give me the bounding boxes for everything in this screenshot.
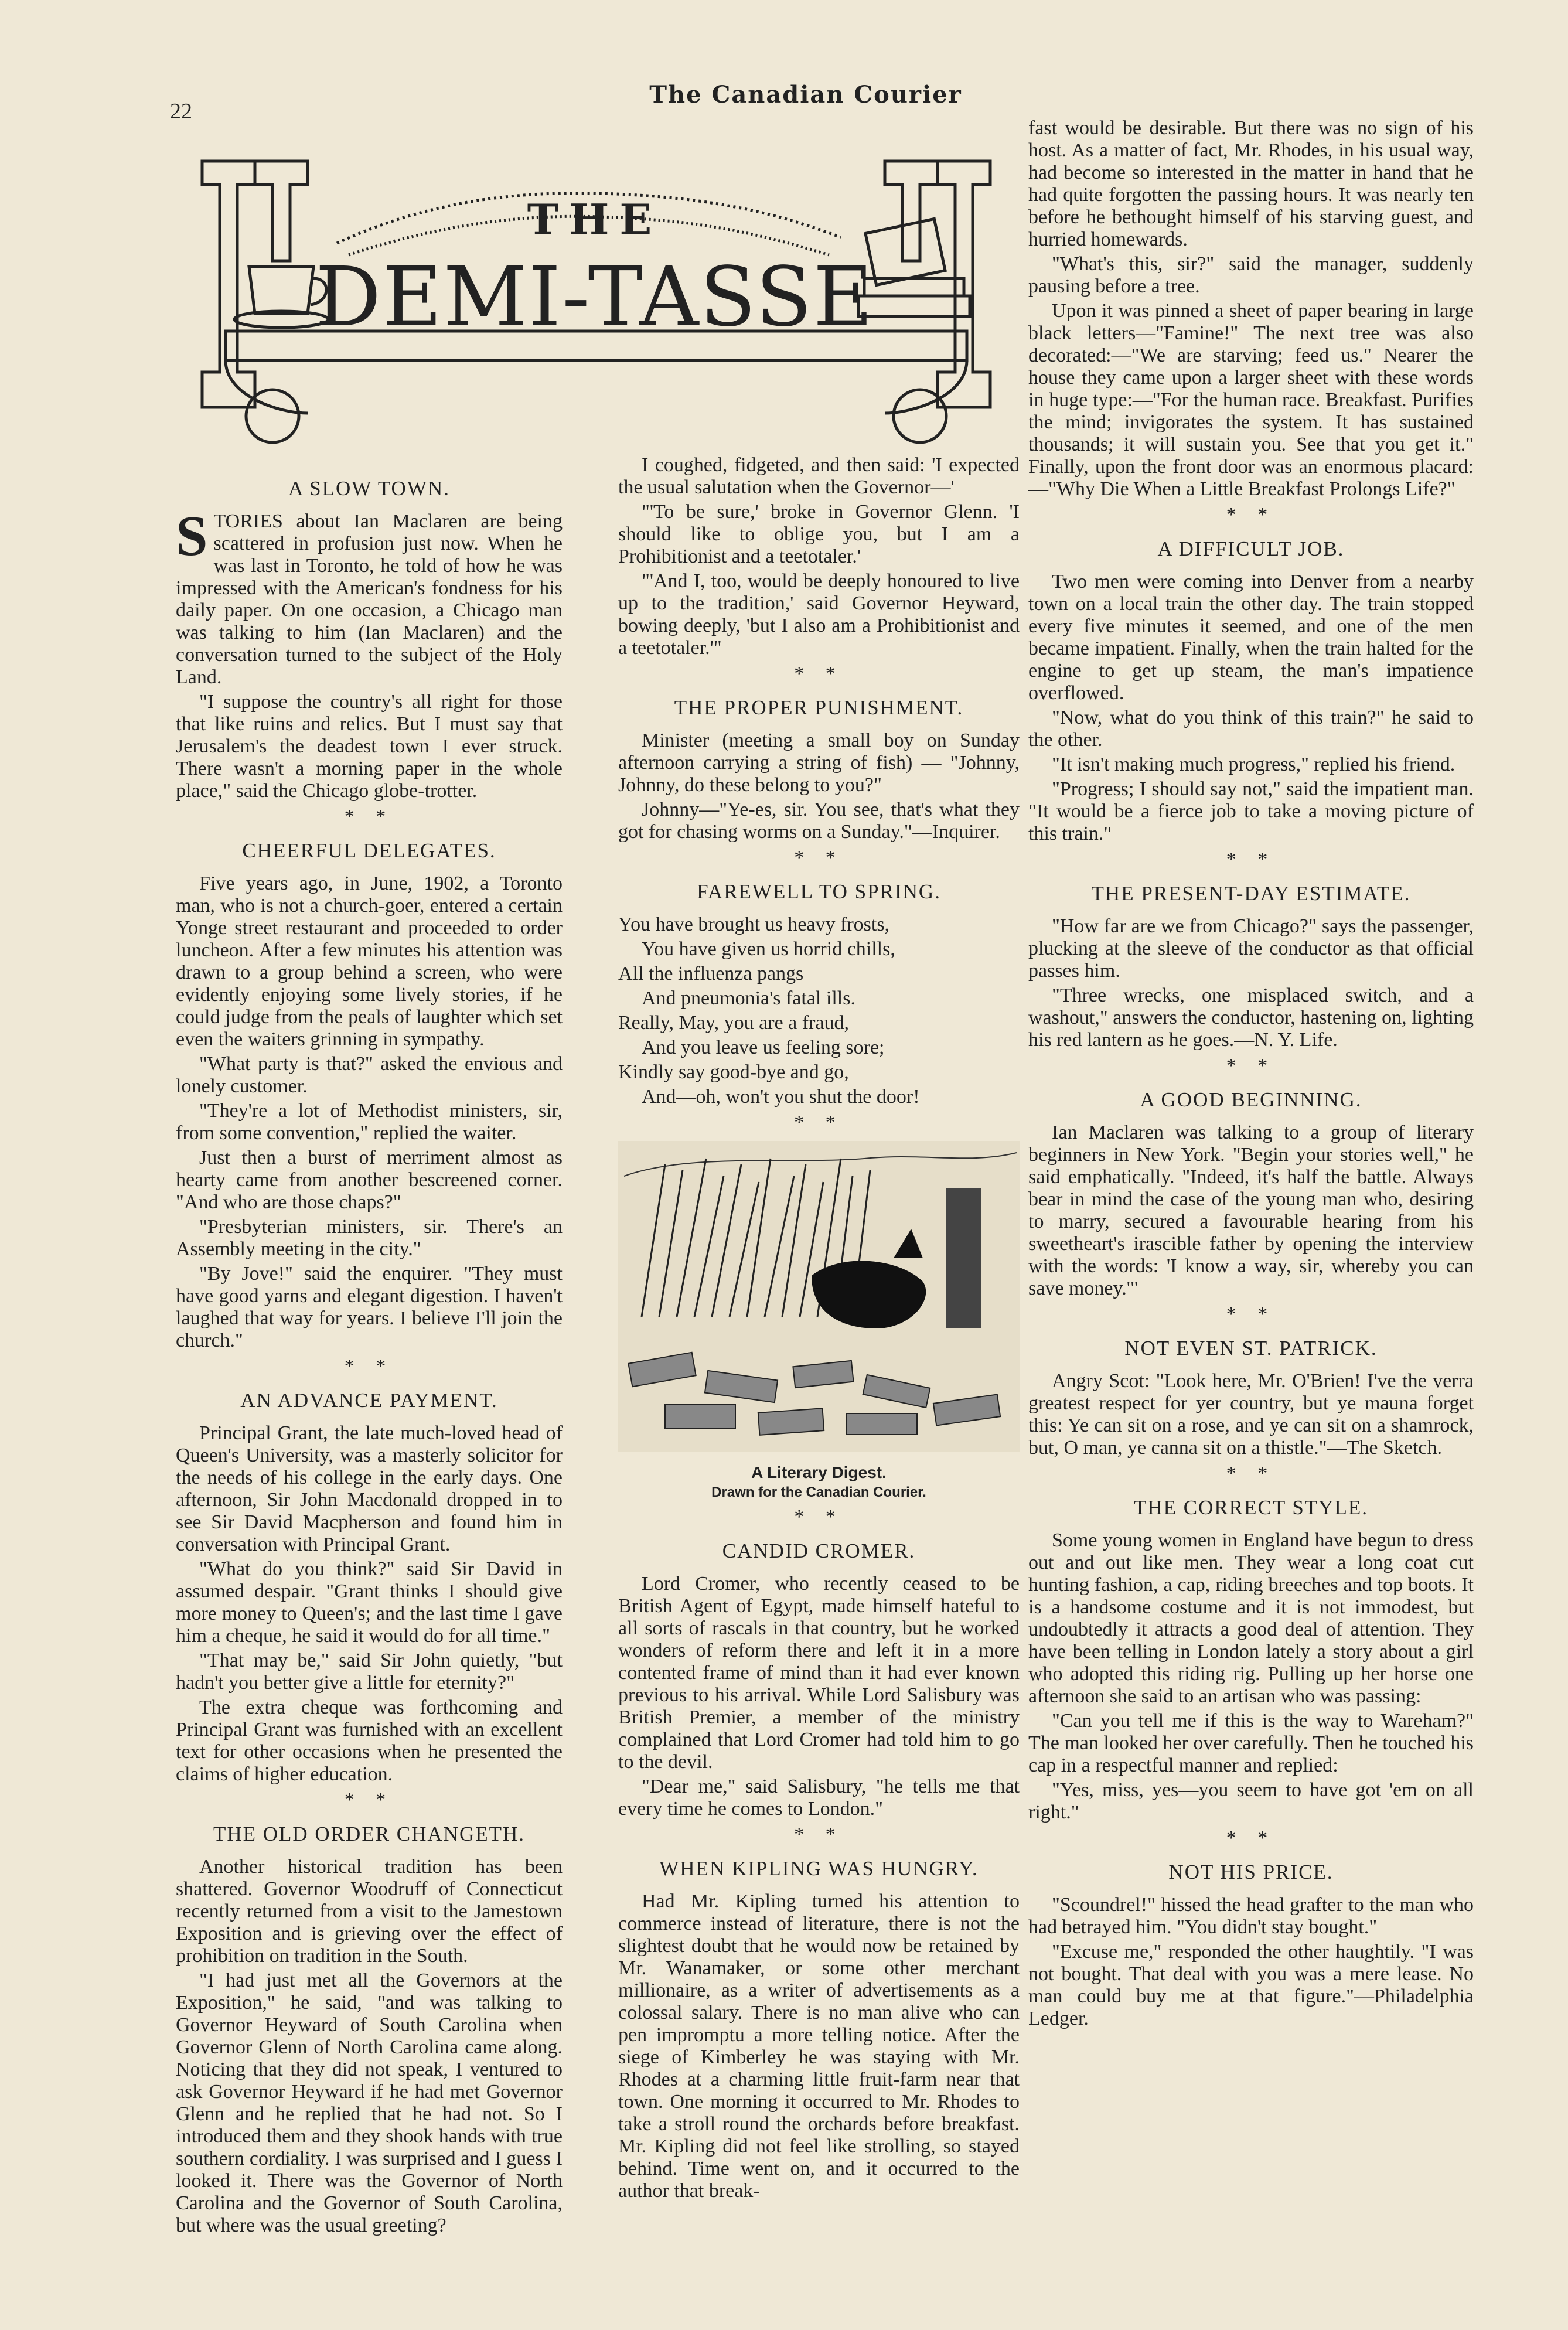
separator: * * <box>794 1824 844 1845</box>
running-head: The Canadian Courier <box>649 81 962 108</box>
story-title: AN ADVANCE PAYMENT. <box>240 1389 498 1412</box>
story-title: A DIFFICULT JOB. <box>1157 537 1345 560</box>
story-title: NOT EVEN ST. PATRICK. <box>1124 1337 1378 1360</box>
story-paragraph: Lord Cromer, who recently ceased to be British Agent of Egypt, made himself hateful to all sorts of rascals in that country, but he worked wonders of reform there and left it in a more contented frame of mind than it had ever known previous to his arrival. While Lord Salisbury was British Premier, a member of the ministry complained that Lord Cromer had told him to go to the devil. <box>618 1573 1020 1773</box>
column-2 <box>618 454 1020 2205</box>
caption-title: A Literary Digest. <box>751 1463 887 1481</box>
story-title: WHEN KIPLING WAS HUNGRY. <box>659 1857 979 1880</box>
story-title: A GOOD BEGINNING. <box>1140 1088 1362 1111</box>
story-paragraph: "By Jove!" said the enquirer. "They must have good yarns and elegant digestion. I haven't laughed that way for years. I believe I'll join the church." <box>176 1263 563 1351</box>
story-paragraph: "It isn't making much progress," replied his friend. <box>1052 754 1455 775</box>
story-paragraph: "How far are we from Chicago?" says the passenger, plucking at the sleeve of the conductor as that official passes him. <box>1028 915 1474 982</box>
separator: * * <box>1226 1303 1276 1325</box>
column-1 <box>176 466 563 2239</box>
poem-line: Kindly say good-bye and go, <box>618 1061 849 1083</box>
story-paragraph: "Yes, miss, yes—you seem to have got 'em on all right." <box>1028 1779 1474 1823</box>
separator: * * <box>1226 1463 1276 1484</box>
story-paragraph: Minister (meeting a small boy on Sunday afternoon carrying a string of fish) — "Johnny, Johnny, do these belong to you?" <box>618 730 1020 796</box>
story-title: NOT HIS PRICE. <box>1168 1861 1334 1883</box>
story-paragraph: "I suppose the country's all right for those that like ruins and relics. But I must say that Jerusalem's the deadest town I ever struck. There wasn't a morning paper in the whole place," said the Chicago globe-trotter. <box>176 691 563 802</box>
poem-line: All the influenza pangs <box>618 963 804 985</box>
books-icon <box>864 278 964 296</box>
story-paragraph: Johnny—"Ye-es, sir. You see, that's what they got for chasing worms on a Sunday."—Inquirer. <box>618 799 1020 843</box>
story-paragraph: "Now, what do you think of this train?" he said to the other. <box>1028 707 1474 751</box>
poem-line: And pneumonia's fatal ills. <box>642 987 855 1009</box>
story-title: THE CORRECT STYLE. <box>1134 1496 1368 1519</box>
literary-digest-illustration <box>618 1141 1020 1452</box>
story-paragraph: "Excuse me," responded the other haughtily. "I was not bought. That deal with you was a mere lease. No man could buy me at that figure."—Philadelphia Ledger. <box>1028 1941 1474 2029</box>
teacup-icon <box>249 267 313 314</box>
story-paragraph: "Presbyterian ministers, sir. There's an Assembly meeting in the city." <box>176 1216 563 1260</box>
separator: * * <box>1226 849 1276 870</box>
story-paragraph: Five years ago, in June, 1902, a Toronto man, who is not a church-goer, entered a certain Yonge street restaurant and proceeded to order luncheon. After a few minutes his attention was drawn to a group behind a screen, who were evidently enjoying some lively stories, if he could judge from the peals of laughter which set even the waiters grinning in sympathy. <box>176 873 563 1050</box>
poem <box>618 914 1020 1108</box>
separator: * * <box>1226 1055 1276 1077</box>
poem-line: Really, May, you are a fraud, <box>618 1012 849 1034</box>
story-paragraph: "Progress; I should say not," said the impatient man. "It would be a fierce job to take a moving picture of this train." <box>1028 778 1474 844</box>
separator: * * <box>1226 504 1276 526</box>
story-paragraph: "Three wrecks, one misplaced switch, and a washout," answers the conductor, hastening on, lighting his red lantern as he goes.—N. Y. Life. <box>1028 985 1474 1051</box>
separator: * * <box>794 847 844 868</box>
story-paragraph: "That may be," said Sir John quietly, "but hadn't you better give a little for eternity?" <box>176 1650 563 1694</box>
separator: * * <box>344 1355 394 1377</box>
separator: * * <box>794 663 844 684</box>
story-paragraph: STORIES about Ian Maclaren are being scattered in profusion just now. When he was last in Toronto, he told of how he was impressed with the American's fondness for his daily paper. On one occasion, a Chicago man was talking to him (Ian Maclaren) and the conversation turned to the subject of the Holy Land. <box>176 505 563 688</box>
story-paragraph: "Can you tell me if this is the way to Wareham?" The man looked her over carefully. Then he touched his cap in a respectful manner and replied: <box>1028 1710 1474 1776</box>
story-paragraph: Some young women in England have begun to dress out and out like men. They wear a long coat cut hunting fashion, a cap, riding breeches and top boots. It is a handsome costume and it is not immodest, but undoubtedly it attracts a good deal of attention. They have been telling in London lately a story about a girl who adopted this riding rig. Pulling up her horse one afternoon she said to an artisan who was passing: <box>1028 1530 1474 1707</box>
story-title: THE OLD ORDER CHANGETH. <box>213 1823 526 1845</box>
story-title: FAREWELL TO SPRING. <box>697 880 941 903</box>
story-paragraph: Had Mr. Kipling turned his attention to commerce instead of literature, there is not the slightest doubt that he would now be retained by Mr. Wanamaker, or some other merchant millionaire, as a writer of advertisements as a colossal salary. There is no man alive who can pen impromptu a more telling notice. After the siege of Kimberley he was staying with Mr. Rhodes at a charming little fruit-farm near that town. One morning it occurred to Mr. Rhodes to take a stroll round the orchards before breakfast. Mr. Kipling did not feel like strolling, so stayed behind. Time went on, and it occurred to the author that break- <box>618 1890 1020 2202</box>
illustration-caption <box>618 1463 1020 1503</box>
story-paragraph: Just then a burst of merriment almost as hearty came from another bescreened corner. "And who are those chaps?" <box>176 1147 563 1213</box>
story-paragraph: "'To be sure,' broke in Governor Glenn. 'I should like to oblige you, but I am a Prohibitionist and a teetotaler.' <box>618 501 1020 567</box>
story-title: CANDID CROMER. <box>722 1539 916 1562</box>
story-paragraph: "Scoundrel!" hissed the head grafter to the man who had betrayed him. "You didn't stay bought." <box>1028 1894 1474 1938</box>
demi-tasse-banner <box>190 138 1002 457</box>
story-paragraph: Another historical tradition has been shattered. Governor Woodruff of Connecticut recently returned from a visit to the Jamestown Exposition and is grieving over the effect of prohibition on tradition in the South. <box>176 1856 563 1967</box>
story-paragraph: I coughed, fidgeted, and then said: 'I expected the usual salutation when the Governor—' <box>618 454 1020 498</box>
story-paragraph: Principal Grant, the late much-loved head of Queen's University, was a masterly solicitor for the needs of his college in the early days. One afternoon, Sir John Macdonald dropped in to see Sir David Macpherson and found him in conversation with Principal Grant. <box>176 1422 563 1555</box>
story-paragraph: The extra cheque was forthcoming and Principal Grant was furnished with an excellent text for other occasions when he presented the claims of higher education. <box>176 1697 563 1785</box>
story-title: CHEERFUL DELEGATES. <box>242 839 496 862</box>
separator: * * <box>344 806 394 827</box>
figure <box>946 1188 981 1328</box>
separator: * * <box>794 1506 844 1528</box>
story-paragraph: Ian Maclaren was talking to a group of literary beginners in New York. "Begin your stories well," he said emphatically. "Indeed, it's half the battle. Always bear in mind the case of the young man who, desiring to marry, secured a favourable hearing from his sweetheart's irascible father by opening the interview with the words: 'I know a way, sir, whereby you can save money.'" <box>1028 1122 1474 1299</box>
separator: * * <box>1226 1827 1276 1849</box>
story-title: THE PROPER PUNISHMENT. <box>674 696 964 719</box>
poem-line: And—oh, won't you shut the door! <box>642 1086 920 1108</box>
story-paragraph: Upon it was pinned a sheet of paper bearing in large black letters—"Famine!" The next tree was also decorated:—"We are starving; feed us." Nearer the house they came upon a larger sheet with these words in huge type:—"For the human race. Breakfast. Purifies the mind; invigorates the system. It has sustained thousands; it will sustain you. See that you get it." Finally, upon the front door was an enormous placard:—"Why Die When a Little Breakfast Prolongs Life?" <box>1028 300 1474 500</box>
page-number: 22 <box>170 99 192 124</box>
story-paragraph: "What's this, sir?" said the manager, suddenly pausing before a tree. <box>1028 253 1474 297</box>
story-paragraph: Two men were coming into Denver from a nearby town on a local train the other day. The train stopped every five minutes it seemed, and one of the men became impatient. Finally, when the train halted for the engine to get up steam, the man's impatience overflowed. <box>1028 571 1474 704</box>
story-paragraph: "They're a lot of Methodist ministers, sir, from some convention," replied the waiter. <box>176 1100 563 1144</box>
poem-line: You have given us horrid chills, <box>642 938 895 960</box>
banner-title-demi-tasse: DEMI-TASSE <box>315 250 874 345</box>
story-paragraph: fast would be desirable. But there was no sign of his host. As a matter of fact, Mr. Rhodes, in his usual way, had become so interested in the matter in hand that he had quite forgotten the passing hours. It was nearly ten before he bethought himself of his starving guest, and hurried homewards. <box>1028 117 1474 250</box>
column-3 <box>1028 117 1474 2032</box>
separator: * * <box>344 1789 394 1811</box>
story-paragraph: "I had just met all the Governors at the Exposition," he said, "and was talking to Governor Heyward of South Carolina when Governor Glenn of North Carolina came along. Noticing that they did not speak, I ventured to ask Governor Heyward if he had met Governor Glenn and he replied that he had not. So I introduced them and they shook hands with true southern cordiality. I was surprised and I guess I looked it. There was the Governor of North Carolina and the Governor of South Carolina, but where was the usual greeting? <box>176 1970 563 2236</box>
poem-line: You have brought us heavy frosts, <box>618 914 890 935</box>
caption-credit: Drawn for the Canadian Courier. <box>711 1484 926 1500</box>
story-paragraph: "What do you think?" said Sir David in assumed despair. "Grant thinks I should give more money to Queen's; and the last time I gave him a cheque, he said it would do for all time." <box>176 1558 563 1647</box>
story-paragraph: "Dear me," said Salisbury, "he tells me that every time he comes to London." <box>618 1776 1020 1820</box>
story-paragraph: "'And I, too, would be deeply honoured to live up to the tradition,' said Governor Heyward, bowing deeply, 'but I also am a Prohibitionist and a teetotaler.'" <box>618 570 1020 659</box>
drop-cap: S <box>176 505 208 568</box>
poem-line: And you leave us feeling sore; <box>642 1037 885 1058</box>
story-title: A SLOW TOWN. <box>288 477 450 500</box>
story-paragraph: Angry Scot: "Look here, Mr. O'Brien! I've the verra greatest respect for yer country, but ye mauna forget this: Ye can sit on a rose, and ye can sit on a shamrock, but, O man, ye canna sit on a thistle."—The Sketch. <box>1028 1370 1474 1459</box>
separator: * * <box>794 1112 844 1133</box>
story-paragraph: "What party is that?" asked the envious and lonely customer. <box>176 1053 563 1097</box>
story-title: THE PRESENT-DAY ESTIMATE. <box>1091 882 1411 905</box>
banner-title-the: THE <box>527 195 663 244</box>
